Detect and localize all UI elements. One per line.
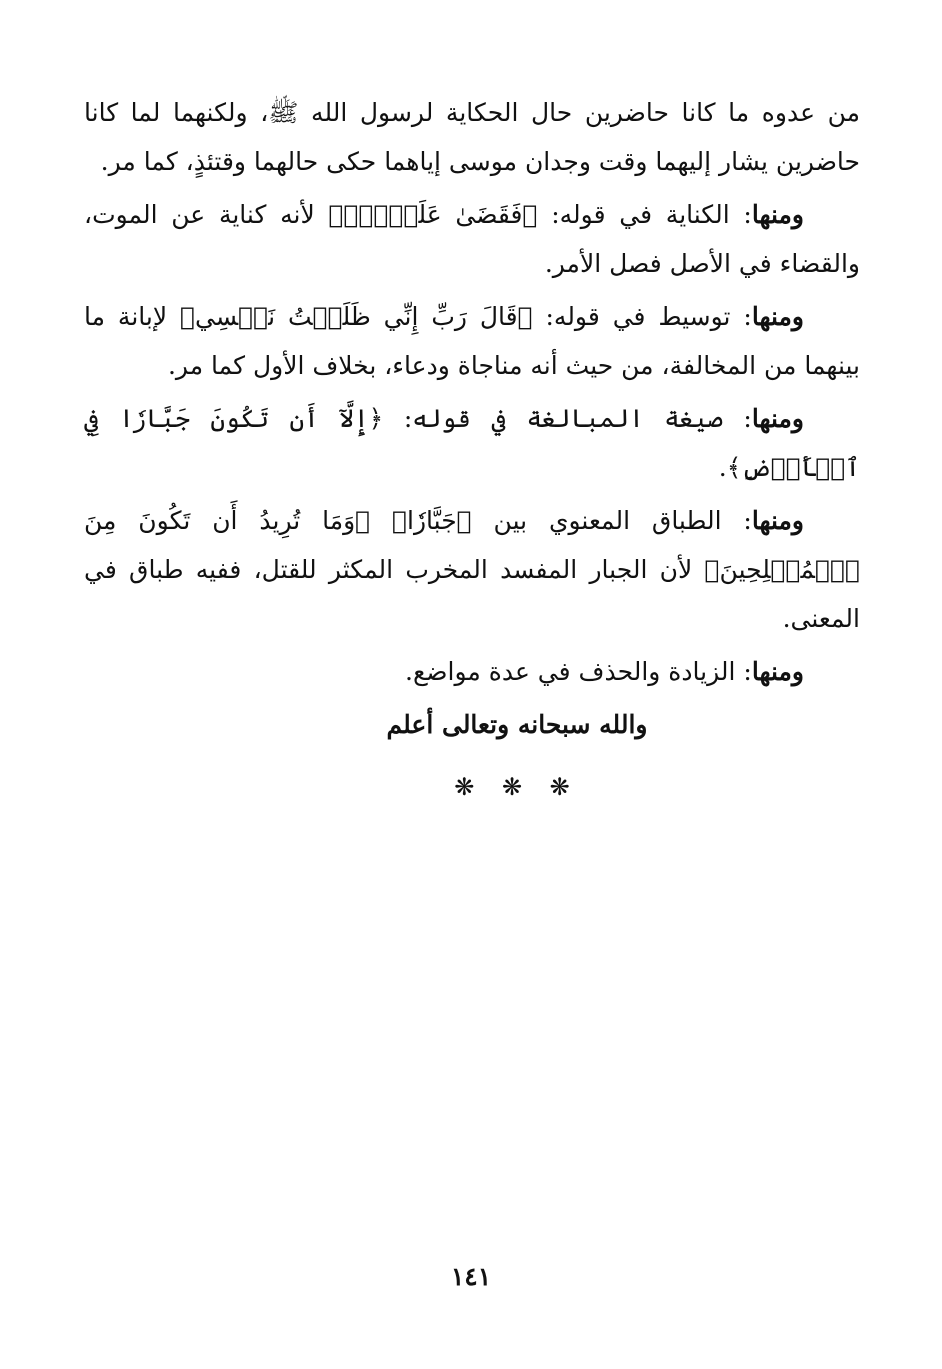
paragraph-5 [84, 496, 860, 643]
paragraph-4 [84, 394, 860, 492]
page-body [84, 88, 860, 812]
paragraph-lead: ومنها [751, 657, 804, 686]
paragraph-text: من عدوه ما كانا حاضرين حال الحكاية لرسول الله ﷺ، ولكنهما لما كانا حاضرين يشار إليهما وقت وجدان موسى إياهما حكى حالهما وقتئذٍ، كما مر. [84, 98, 860, 176]
page-number: ١٤١ [450, 1262, 492, 1291]
paragraph-3 [84, 292, 860, 390]
section-separator: ❋ ❋ ❋ [454, 773, 580, 801]
closing-line: والله سبحانه وتعالى أعلم [386, 710, 648, 739]
paragraph-lead: ومنها [751, 404, 804, 433]
paragraph-text: : الزيادة والحذف في عدة مواضع. [405, 657, 752, 686]
paragraph-2 [84, 190, 860, 288]
paragraph-text: : الطباق المعنوي بين ﴿جَبَّارٗا﴾ ﴿وَمَا تُرِيدُ أَن تَكُونَ مِنَ ٱلۡمُصۡلِحِينَ﴾ لأن الجبار المفسد المخرب المكثر للقتل، ففيه طباق في المعنى. [84, 506, 860, 633]
paragraph-lead: ومنها [751, 506, 804, 535]
paragraph-1 [84, 88, 860, 186]
paragraph-text: : صيغة المبالغة في قوله: ﴿إِلَّآ أَن تَكُونَ جَبَّارٗا فِي ٱلۡأَرۡضِ﴾. [84, 404, 860, 482]
paragraph-lead: ومنها [751, 302, 804, 331]
paragraph-lead: ومنها [751, 200, 804, 229]
paragraph-text: : توسيط في قوله: ﴿قَالَ رَبِّ إِنِّي ظَلَمۡتُ نَفۡسِي﴾ لإبانة ما بينهما من المخالفة، من حيث أنه مناجاة ودعاء، بخلاف الأول كما مر. [84, 302, 860, 380]
paragraph-6 [84, 647, 860, 696]
paragraph-text: : الكناية في قوله: ﴿فَقَضَىٰ عَلَيۡهِۖ﴾ لأنه كناية عن الموت، والقضاء في الأصل فصل الأمر. [84, 200, 860, 278]
